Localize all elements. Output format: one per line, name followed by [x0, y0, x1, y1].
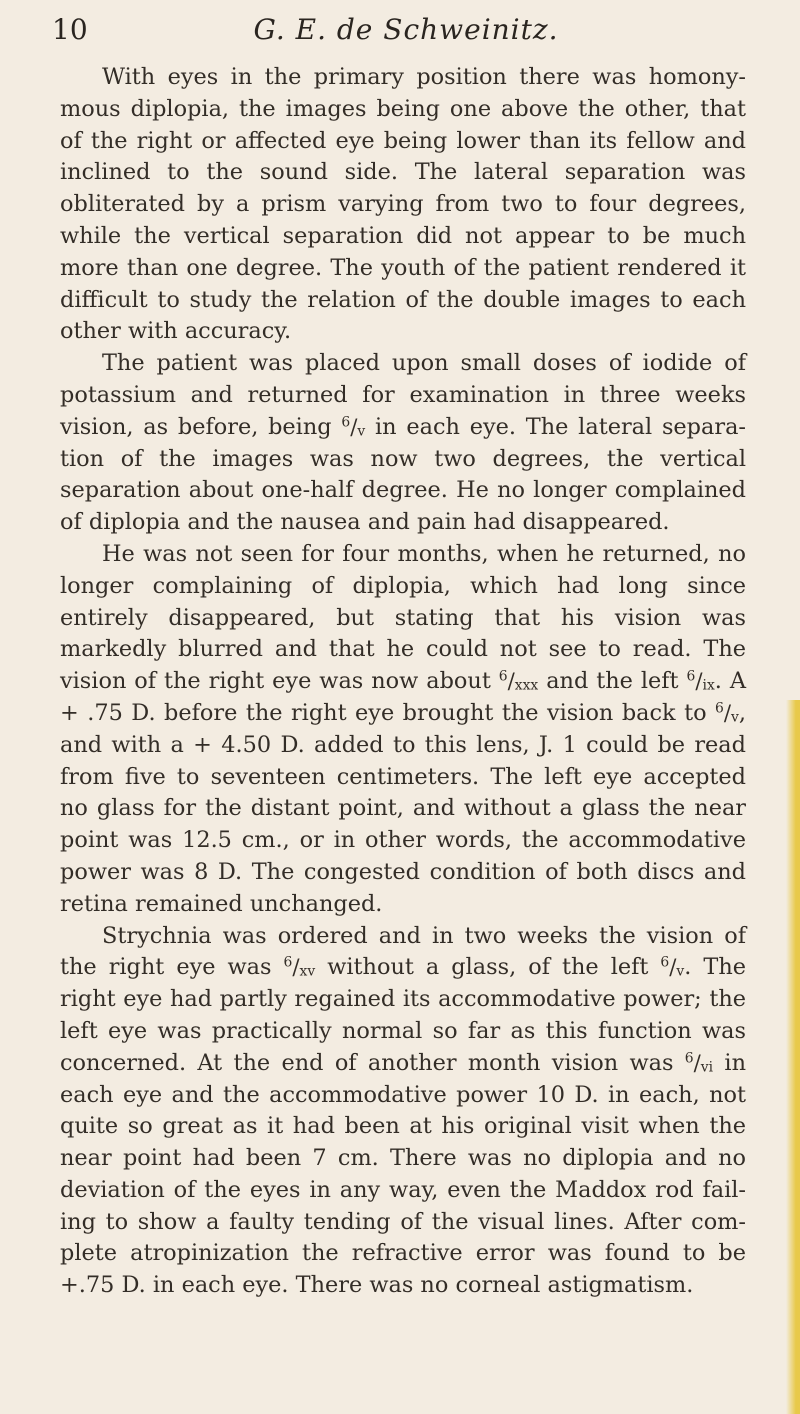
page-header — [52, 6, 760, 54]
text-run: The patient was placed upon small doses of iodide of potassium and returned for examination in three weeks vision, as before, being — [60, 350, 746, 440]
vision-fraction — [499, 668, 538, 694]
fraction-denominator: v — [731, 709, 739, 726]
fraction-numerator: 6 — [341, 414, 351, 431]
fraction-slash: / — [723, 700, 732, 726]
fraction-slash: / — [292, 955, 300, 981]
paragraph — [60, 539, 746, 921]
page-number: 10 — [52, 13, 88, 46]
fraction-numerator: 6 — [715, 700, 724, 717]
fraction-slash: / — [693, 1050, 701, 1076]
fraction-slash: / — [695, 669, 703, 695]
vision-fraction — [660, 954, 684, 980]
vision-fraction — [685, 1050, 713, 1076]
fraction-numerator: 6 — [686, 668, 696, 685]
fraction-numerator: 6 — [660, 954, 670, 971]
fraction-slash: / — [350, 414, 358, 440]
running-head: G. E. de Schweinitz. — [253, 13, 559, 46]
page-edge-shadow — [786, 700, 800, 1414]
vision-fraction — [284, 954, 316, 980]
text-run: , and with a + 4.50 D. added to this lens, J. 1 could be read from five to seventeen centimeters. The left eye accepted no glass for the distant point, and without a glass the near point was 12.5 cm., or in other words, the accommodative power was 8 D. The congested condition of both discs and retina remained unchanged. — [60, 699, 746, 917]
text-run: With eyes in the primary position there was homonymous diplopia, the images being one above the other, that of the right or affected eye being lower than its fellow and inclined to the sound side. The lateral separation was obliterated by a prism varying from two to four degrees, while the vertical separation did not appear to be much more than one degree. The youth of the patient rendered it difficult to study the relation of the double images to each other with accuracy. — [60, 64, 746, 345]
fraction-denominator: v — [676, 963, 685, 980]
text-run: in each eye and the accommodative power 10 D. in each, not quite so great as it had been at his original visit when the near point had been 7 cm. There was no diplopia and no deviation of the eyes in any way, even the Maddox rod failing to show a faulty tending of the visual lines. After complete atropinization the refractive error was found to be +.75 D. in each eye. There was no corneal astigmatism. — [60, 1049, 746, 1299]
paragraph — [60, 348, 746, 539]
text-run: without a glass, of the left — [315, 954, 661, 981]
fraction-slash: / — [507, 669, 515, 695]
text-run: in each eye. The lateral separation of the images was now two degrees, the vertical separation about one-half degree. He no longer complained of diplopia and the nausea and pain had disappeared. — [60, 413, 746, 536]
text-run: Strychnia was ordered and in two weeks the vision of the right eye was — [60, 922, 746, 981]
paragraph — [60, 921, 746, 1303]
text-run: and the left — [538, 668, 687, 695]
fraction-denominator: xxx — [514, 677, 539, 694]
vision-fraction — [687, 668, 715, 694]
fraction-slash: / — [669, 955, 677, 981]
text-run: . A + .75 D. before the right eye brought the vision back to — [60, 668, 746, 726]
fraction-denominator: ix — [702, 677, 715, 694]
fraction-numerator: 6 — [283, 954, 293, 971]
fraction-denominator: vi — [700, 1059, 714, 1076]
fraction-numerator: 6 — [498, 668, 508, 685]
vision-fraction — [341, 414, 365, 440]
fraction-denominator: v — [357, 423, 366, 440]
body-text — [60, 62, 746, 1302]
paragraph — [60, 62, 746, 348]
fraction-numerator: 6 — [684, 1050, 694, 1067]
fraction-denominator: xv — [299, 963, 316, 980]
text-run: He was not seen for four months, when he returned, no longer complaining of diplopia, which had long since entirely disappeared, but stating that his vision was markedly blurred and that he could not see to read. The vision of the right eye was now about — [60, 540, 746, 695]
text-run: . The right eye had partly regained its accommodative power; the left eye was practically normal so far as this function was concerned. At the end of another month vision was — [60, 954, 747, 1076]
vision-fraction — [715, 700, 739, 726]
